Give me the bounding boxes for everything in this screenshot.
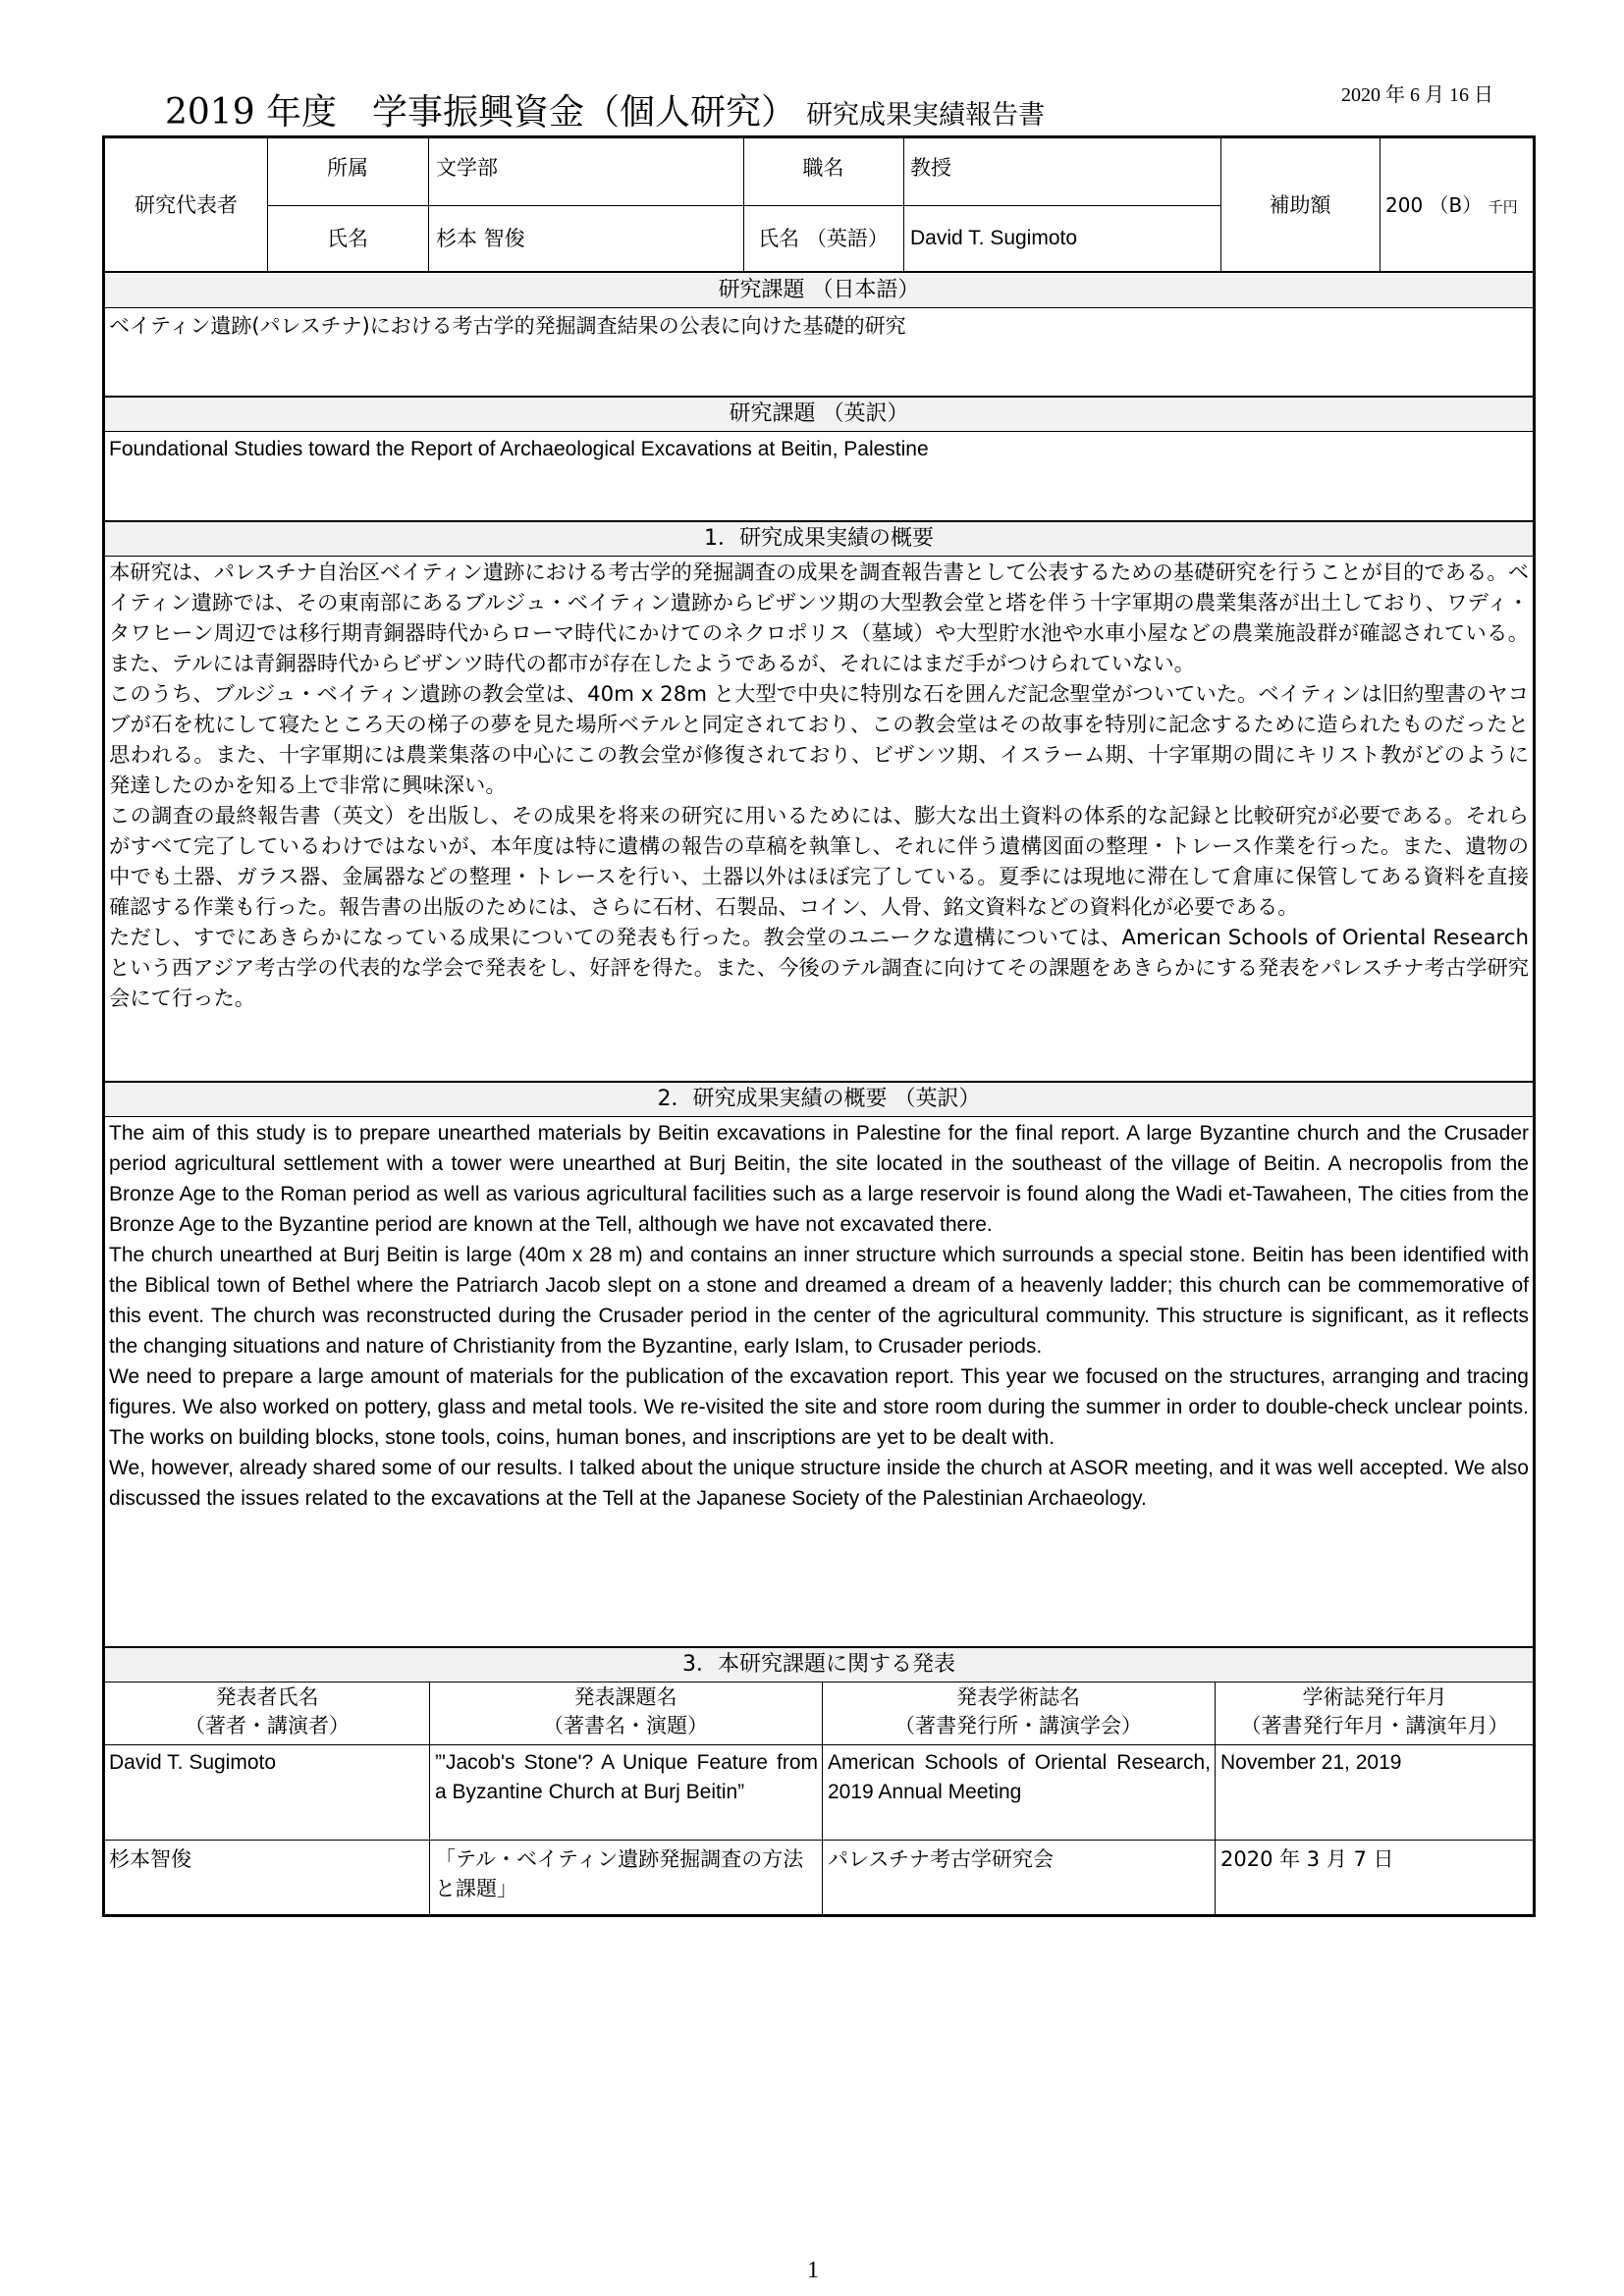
report-title-main: 2019 年度 学事振興資金（個人研究） [165, 92, 797, 133]
report-title-sub: 研究成果実績報告書 [806, 100, 1046, 131]
grant-value: 200 （B） [1385, 193, 1483, 217]
summary-jp-header: 1．研究成果実績の概要 [105, 522, 1533, 556]
col-header-date [1215, 1683, 1535, 1740]
table-row-presenter: David T. Sugimoto [109, 1751, 277, 1774]
table-row-venue: American Schools of Oriental Research, 2019 Annual Meeting [828, 1751, 1211, 1803]
summary-jp-paragraph: このうち、ブルジュ・ベイティン遺跡の教会堂は、40m x 28m と大型で中央に特別な石を囲んだ記念聖堂がついていた。ベイティンは旧約聖書のヤコブが石を枕にして寝たところ天の梯子の夢を見た場所ベテルと同定されており、この教会堂はその故事を特別に記念するために造られたものだったと思われる。また、十字軍期には農業集落の中心にこの教会堂が修復されており、ビザンツ期、イスラーム期、十字軍期の間にキリスト教がどのように発達したのかを知る上で非常に興味深い。 [109, 682, 1529, 798]
col-header-line2: （著書発行年月・講演年月） [1240, 1714, 1509, 1737]
summary-en-paragraph: We need to prepare a large amount of materials for the publication of the excavation report. This year we focused on the structures, arranging and tracing figures. We also worked on pottery, glass and metal tools. We re-visited the site and store room during the summer in order to double-check unclear points. The works on building blocks, stone tools, coins, human bones, and inscriptions are yet to be dealt with. [109, 1365, 1529, 1449]
grant-label: 補助額 [1269, 193, 1331, 217]
table-row-date: 2020 年 3 月 7 日 [1220, 1847, 1394, 1871]
representative-label: 研究代表者 [135, 193, 238, 217]
topic-jp-header: 研究課題 （日本語） [105, 274, 1533, 307]
report-date: 2020 年 6 月 16 日 [1341, 84, 1493, 106]
col-header-line1: 発表学術誌名 [956, 1685, 1080, 1709]
topic-jp-text: ベイティン遺跡(パレスチナ)における考古学的発掘調査結果の公表に向けた基礎的研究 [109, 314, 906, 338]
table-row-venue: パレスチナ考古学研究会 [828, 1847, 1054, 1871]
name-value: 杉本 智俊 [436, 227, 525, 250]
report-title [165, 84, 1045, 134]
page-number: 1 [807, 2258, 819, 2283]
affiliation-label: 所属 [327, 156, 368, 180]
topic-en-header: 研究課題 （英訳） [105, 398, 1533, 431]
affiliation-value: 文学部 [436, 156, 498, 180]
table-row-title: 「テル・ベイティン遺跡発掘調査の方法と課題」 [435, 1847, 804, 1900]
table-row-title: ”'Jacob's Stone'? A Unique Feature from a Byzantine Church at Burj Beitin” [435, 1751, 818, 1803]
name-en-value: David T. Sugimoto [910, 227, 1078, 249]
summary-en-paragraph: We, however, already shared some of our results. I talked about the unique structure inside the church at ASOR meeting, and it was well accepted. We also discussed the issues related to the excavations at the Tell at the Japanese Society of the Palestinian Archaeology. [109, 1457, 1529, 1510]
summary-en-paragraph: The aim of this study is to prepare unearthed materials by Beitin excavations in Palestine for the final report. A large Byzantine church and the Crusader period agricultural settlement with a tower were unearthed at Burj Beitin, the site located in the southeast of the village of Beitin. A necropolis from the Bronze Age to the Roman period as well as various agricultural facilities such as a large reservoir is found along the Wadi et-Tawaheen, The cities from the Bronze Age to the Byzantine period are known at the Tell, although we have not excavated there. [109, 1122, 1529, 1236]
summary-en-body [109, 1118, 1529, 1514]
summary-jp-body [109, 558, 1529, 1014]
topic-en-text: Foundational Studies toward the Report of Archaeological Excavations at Beitin, Palestine [109, 438, 929, 460]
col-header-venue [822, 1683, 1215, 1740]
grant-amount [1385, 138, 1535, 272]
position-value: 教授 [910, 156, 951, 180]
position-label: 職名 [802, 156, 844, 180]
col-header-title [429, 1683, 822, 1740]
summary-jp-paragraph: ただし、すでにあきらかになっている成果についての発表も行った。教会堂のユニークな遺構については、American Schools of Oriental Research という西アジア考古学の代表的な学会で発表をし、好評を得た。また、今後のテル調査に向けてその課題をあきらかにする発表をパレスチナ考古学研究会にて行った。 [109, 926, 1529, 1011]
col-header-line2: （著者・講演者） [185, 1714, 350, 1737]
col-header-line1: 発表者氏名 [215, 1685, 319, 1709]
name-en-label: 氏名 （英語） [758, 227, 889, 250]
col-header-line2: （著書発行所・講演学会） [894, 1714, 1142, 1737]
col-header-presenter [105, 1683, 429, 1740]
summary-en-paragraph: The church unearthed at Burj Beitin is large (40m x 28 m) and contains an inner structure which surrounds a special stone. Beitin has been identified with the Biblical town of Bethel where the Patriarch Jacob slept on a stone and dreamed a dream of a heavenly ladder; this church can be commemorative of this event. The church was reconstructed during the Crusader period in the center of the agricultural community. This structure is significant, as it reflects the changing situations and nature of Christianity from the Byzantine, early Islam, to Crusader periods. [109, 1244, 1529, 1358]
report-sheet [102, 135, 1536, 1917]
name-label: 氏名 [327, 227, 368, 250]
summary-jp-paragraph: この調査の最終報告書（英文）を出版し、その成果を将来の研究に用いるためには、膨大な出土資料の体系的な記録と比較研究が必要である。それらがすべて完了しているわけではないが、本年度は特に遺構の報告の草稿を執筆し、それに伴う遺構図面の整理・トレース作業を行った。また、遺物の中でも土器、ガラス器、金属器などの整理・トレースを行い、土器以外はほぼ完了している。夏季には現地に滞在して倉庫に保管してある資料を直接確認する作業も行った。報告書の出版のためには、さらに石材、石製品、コイン、人骨、銘文資料などの資料化が必要である。 [109, 804, 1529, 920]
col-header-line2: （著書名・演題） [543, 1714, 708, 1737]
col-header-line1: 発表課題名 [573, 1685, 677, 1709]
summary-jp-paragraph: 本研究は、パレスチナ自治区ベイティン遺跡における考古学的発掘調査の成果を調査報告書として公表するための基礎研究を行うことが目的である。ベイティン遺跡では、その東南部にあるブルジュ・ベイティン遺跡からビザンツ期の大型教会堂と塔を伴う十字軍期の農業集落が出土しており、ワディ・タワヒーン周辺では移行期青銅器時代からローマ時代にかけてのネクロポリス（墓域）や大型貯水池や水車小屋などの農業施設群が確認されている。また、テルには青銅器時代からビザンツ時代の都市が存在したようであるが、それにはまだ手がつけられていない。 [109, 561, 1529, 676]
table-row-date: November 21, 2019 [1220, 1751, 1402, 1774]
presentations-header: 3．本研究課題に関する発表 [105, 1648, 1533, 1682]
table-row-presenter: 杉本智俊 [109, 1847, 191, 1871]
grant-unit: 千円 [1488, 198, 1518, 216]
col-header-line1: 学術誌発行年月 [1302, 1685, 1447, 1709]
summary-en-header: 2．研究成果実績の概要 （英訳） [105, 1083, 1533, 1116]
